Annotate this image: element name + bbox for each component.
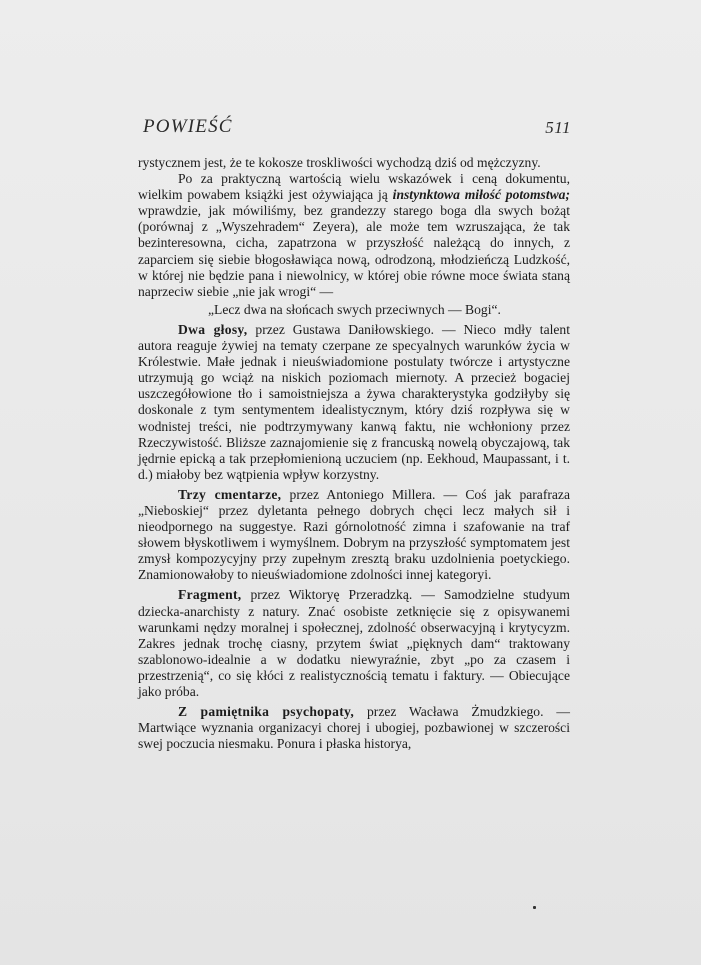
paragraph-continuation — [138, 155, 570, 171]
review-text: przez Antoniego Millera. — Coś jak parafraza „Nieboskiej“ przez dyletanta pełnego dobrych chęci lecz małych sił i nieodpornego na suggestye. Razi górnolotność zimna i szafowanie na traf słowem błyskotliwem i wymyślnem. Dobrym na przyszłość symptomatem jest zmysł kompozycyjny przy zupełnym zresztą braku uzdolnienia poetyckiego. Znamionowałoby to nieuświadomione zdolności innej kategoryi. — [138, 486, 570, 583]
emphasis-text: instynktowa miłość potomstwa; — [392, 187, 570, 203]
review-z-pamietnika — [138, 704, 570, 752]
review-title: Z pamiętnika psychopaty, — [178, 704, 355, 720]
paragraph-text: wprawdzie, jak mówiliśmy, bez grandezzy starego boga dla swych bożąt (porównaj z „Wyszehradem“ Zeyera), ale może tem wzruszająca, że tak bezinteresowna, cicha, zapatrzona w przyszłość należącą do innych, z zaparciem się siebie błogosławiąca nową, odrodzoną, młodzieńczą Ludzkość, w której nie będzie pana i niewolnicy, w której obie równe moce świata staną naprzeciw siebie „nie jak wrogi“ — — [138, 203, 570, 299]
review-title: Dwa głosy, — [178, 321, 248, 337]
review-dwa-glosy — [138, 322, 570, 483]
verse-quote — [138, 302, 570, 318]
paragraph-text: Po za praktyczną wartością wielu wskazówek i ceną dokumentu, wielkim powabem książki jest ożywiająca ją — [138, 171, 570, 203]
review-title: Trzy cmentarze, — [178, 486, 282, 502]
paragraph-text: rystycznem jest, że te kokosze troskliwości wychodzą dziś od mężczyzny. — [138, 155, 541, 170]
review-trzy-cmentarze — [138, 487, 570, 584]
review-text: przez Wacława Żmudzkiego. — Martwiące wyznania organizacyi chorej i ubogiej, pozbawionej w szczerości swej poczucia niesmaku. Ponura i płaska historya, — [138, 704, 570, 752]
paragraph-instinct — [138, 171, 570, 300]
running-head — [143, 116, 571, 140]
running-title: POWIEŚĆ — [143, 116, 233, 137]
review-fragment — [138, 587, 570, 700]
review-text: przez Wiktoryę Przeradzką. — Samodzielne studyum dziecka-anarchisty z natury. Znać osobiste zetknięcie się z opisywanemi warunkami nędzy moralnej i społecznej, zdolność obserwacyjną i krytycyzm. Zakres jednak trochę ciasny, przytem świat „pięknych dam“ traktowany szablonowo-idealnie a w dodatku niewyraźnie, zbyt „po za czasem i przestrzenią“, co się kłóci z realistycznością tematu i faktury. — Obiecujące jako próba. — [138, 587, 570, 699]
review-title: Fragment, — [178, 587, 242, 603]
paper-speck — [533, 906, 536, 909]
page-number: 511 — [545, 118, 571, 137]
review-text: przez Gustawa Daniłowskiego. — Nieco mdły talent autora reaguje żywiej na tematy czerpane ze specyalnych warunków życia w Królestwie. Małe jednak i nieuświadomione postulaty twórcze i artystyczne utrzymują go wciąż na niskich poziomach miernoty. A przecież bogaciej uszczegółowione tło i samoistniejsza a żywa charakterystyka godziłyby się doskonale z tym sentymentem idealistycznym, który dziś rozpływa się w wodnistej treści, nie podtrzymywany kanwą faktu, nie wchłoniony przez Rzeczywistość. Bliższe zaznajomienie się z francuską nowelą obyczajową, tak jędrnie epicką a tak przepłomienioną uczuciem (np. Eekhoud, Maupassant, i t. d.) miałoby bez wątpienia wpływ korzystny. — [138, 321, 570, 482]
quote-text: „Lecz dwa na słońcach swych przeciwnych — Bogi“. — [208, 301, 501, 317]
body-text — [138, 155, 570, 752]
